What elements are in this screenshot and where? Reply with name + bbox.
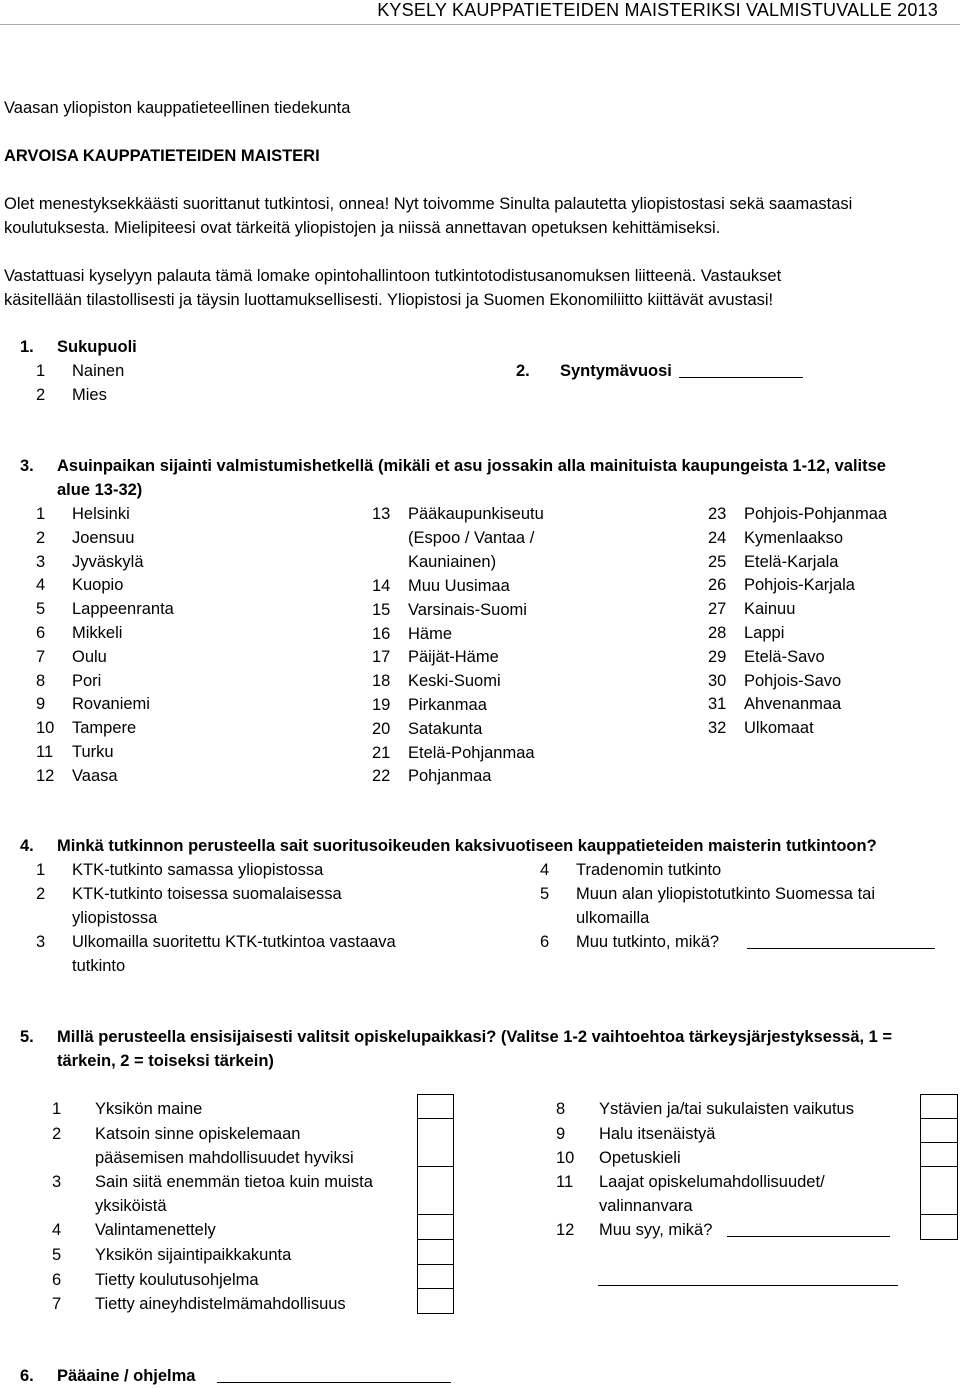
q3-option-label[interactable]: Turku xyxy=(72,743,114,761)
rank-box[interactable] xyxy=(920,1119,958,1143)
q6-number: 6. xyxy=(20,1367,34,1385)
q3-option-label[interactable]: Muu Uusimaa xyxy=(408,577,510,595)
q3-option-number: 32 xyxy=(708,719,727,738)
q3-option-label-cont: Kauniainen) xyxy=(408,553,497,571)
rank-box[interactable] xyxy=(417,1240,454,1265)
q3-option-number: 11 xyxy=(36,743,54,761)
q3-option-label[interactable]: Helsinki xyxy=(72,505,130,523)
q5-option-number: 6 xyxy=(52,1271,62,1289)
q3-option-number: 14 xyxy=(372,577,391,595)
q3-option-number: 16 xyxy=(372,624,391,643)
q4-option-number: 1 xyxy=(36,861,46,879)
q5-option-number: 10 xyxy=(556,1149,575,1167)
q3-option-number: 13 xyxy=(372,505,391,523)
q2-title: Syntymävuosi xyxy=(560,362,672,380)
q4-option-label[interactable]: Muun alan yliopistotutkinto Suomessa tai xyxy=(576,885,875,903)
q3-option-number: 18 xyxy=(372,672,391,691)
intro-paragraph-line: koulutuksesta. Mielipiteesi ovat tärkeitä yliopistojen ja niissä annettavan opetuksen kehittämiseksi. xyxy=(4,219,721,237)
rank-box[interactable] xyxy=(920,1143,958,1167)
q3-option-number: 9 xyxy=(36,695,46,714)
q5-option-label: Yksikön maine xyxy=(95,1100,203,1118)
q3-option-number: 15 xyxy=(372,600,391,619)
rank-box[interactable] xyxy=(920,1094,958,1119)
q5-option-number: 11 xyxy=(556,1173,574,1191)
q5-option-label: Tietty aineyhdistelmämahdollisuus xyxy=(95,1295,346,1313)
q3-option-label[interactable]: Etelä-Savo xyxy=(744,647,825,666)
q4-option-number: 4 xyxy=(540,861,550,879)
q3-option-number: 29 xyxy=(708,647,727,666)
rank-box[interactable] xyxy=(920,1215,958,1240)
q5-option-number: 8 xyxy=(556,1100,566,1118)
instructions-line: käsitellään tilastollisesti ja täysin luottamuksellisesti. Yliopistosi ja Suomen Ekonomiliitto kiittävät avustasi! xyxy=(4,291,774,309)
q4-option-label[interactable]: KTK-tutkinto toisessa suomalaisessa xyxy=(72,885,342,903)
q3-option-number: 2 xyxy=(36,528,46,547)
q4-option-number: 3 xyxy=(36,933,46,951)
intro-paragraph-line: Olet menestyksekkäästi suorittanut tutkintosi, onnea! Nyt toivomme Sinulta palautetta yliopistostasi sekä saamastasi xyxy=(4,195,853,213)
q4-option-number: 2 xyxy=(36,885,46,903)
q5-option-label: Halu itsenäistyä xyxy=(599,1125,716,1143)
q3-option-label[interactable]: Häme xyxy=(408,624,453,643)
q3-option-label[interactable]: Pirkanmaa xyxy=(408,696,487,714)
instructions-line: Vastattuasi kyselyyn palauta tämä lomake opintohallintoon tutkintotodistusanomuksen liitteenä. Vastaukset xyxy=(4,267,782,285)
q3-option-number: 28 xyxy=(708,624,727,642)
q3-option-number: 12 xyxy=(36,766,55,785)
q3-option-number: 31 xyxy=(708,695,727,714)
q1-option-label[interactable]: Nainen xyxy=(72,362,125,380)
q5-option-label: Laajat opiskelumahdollisuudet/ xyxy=(599,1173,825,1191)
q5-option-number: 2 xyxy=(52,1125,62,1143)
q4-option-label[interactable]: Muu tutkinto, mikä? xyxy=(576,933,720,951)
q3-option-number: 8 xyxy=(36,671,46,690)
q3-option-number: 22 xyxy=(372,767,391,786)
rank-box[interactable] xyxy=(417,1265,454,1289)
q4-option-label-cont: ulkomailla xyxy=(576,909,650,927)
q2-number: 2. xyxy=(516,362,530,380)
q5-option-number: 4 xyxy=(52,1221,62,1239)
q6-title: Pääaine / ohjelma xyxy=(57,1367,196,1385)
q3-option-label[interactable]: Varsinais-Suomi xyxy=(408,600,527,619)
q5-number: 5. xyxy=(20,1028,34,1046)
q3-option-label[interactable]: Joensuu xyxy=(72,528,135,547)
q5-left-rank-boxes xyxy=(417,1094,454,1314)
q3-option-label[interactable]: Tampere xyxy=(72,719,137,738)
q3-option-label[interactable]: Pääkaupunkiseutu xyxy=(408,505,544,523)
q3-option-label[interactable]: Pohjois-Savo xyxy=(744,671,842,690)
q4-option-label[interactable]: KTK-tutkinto samassa yliopistossa xyxy=(72,861,324,879)
faculty-name: Vaasan yliopiston kauppatieteellinen tiedekunta xyxy=(4,99,351,117)
other-degree-field[interactable] xyxy=(747,934,935,949)
q1-option-number: 2 xyxy=(36,386,46,404)
q5-option-number: 9 xyxy=(556,1125,566,1143)
q3-option-number: 3 xyxy=(36,552,46,571)
q3-option-label[interactable]: Lappeenranta xyxy=(72,600,174,619)
q4-option-label-cont: tutkinto xyxy=(72,957,126,975)
other-reason-field[interactable] xyxy=(727,1222,890,1237)
q1-option-number: 1 xyxy=(36,362,46,380)
salutation: ARVOISA KAUPPATIETEIDEN MAISTERI xyxy=(4,147,320,165)
q3-option-number: 21 xyxy=(372,743,391,762)
q4-number: 4. xyxy=(20,837,34,855)
rank-box[interactable] xyxy=(417,1094,454,1119)
q3-option-number: 20 xyxy=(372,719,391,738)
q5-option-label: Muu syy, mikä? xyxy=(599,1221,713,1239)
q3-option-label[interactable]: Etelä-Karjala xyxy=(744,552,839,571)
q3-option-number: 7 xyxy=(36,647,46,666)
rank-box[interactable] xyxy=(417,1215,454,1240)
q3-option-label[interactable]: Pori xyxy=(72,671,102,690)
q3-option-number: 30 xyxy=(708,671,727,690)
q5-option-label-cont: pääsemisen mahdollisuudet hyviksi xyxy=(95,1149,354,1167)
q3-option-label[interactable]: Ulkomaat xyxy=(744,719,814,738)
q3-option-number: 26 xyxy=(708,576,727,595)
q4-option-label[interactable]: Tradenomin tutkinto xyxy=(576,861,722,879)
q3-option-label[interactable]: Etelä-Pohjanmaa xyxy=(408,743,535,762)
major-field[interactable] xyxy=(217,1368,451,1383)
rank-box[interactable] xyxy=(417,1119,454,1167)
q5-option-label: Yksikön sijaintipaikkakunta xyxy=(95,1246,292,1264)
q3-option-number: 4 xyxy=(36,576,46,595)
q3-option-number: 23 xyxy=(708,505,727,523)
q5-option-label: Sain siitä enemmän tietoa kuin muista xyxy=(95,1173,373,1191)
q1-option-label[interactable]: Mies xyxy=(72,386,107,404)
q3-option-number: 25 xyxy=(708,552,727,571)
rank-box[interactable] xyxy=(417,1167,454,1215)
q5-option-number: 12 xyxy=(556,1221,575,1239)
q3-option-label[interactable]: Lappi xyxy=(744,624,785,642)
q1-title: Sukupuoli xyxy=(57,338,137,356)
q3-option-label[interactable]: Satakunta xyxy=(408,719,483,738)
q5-title-line: tärkein, 2 = toiseksi tärkein) xyxy=(57,1052,274,1070)
birth-year-field[interactable] xyxy=(679,363,803,378)
q3-option-label[interactable]: Pohjanmaa xyxy=(408,767,492,786)
q3-option-number: 17 xyxy=(372,648,391,667)
q3-option-label[interactable]: Päijät-Häme xyxy=(408,648,499,667)
q3-option-number: 19 xyxy=(372,696,391,714)
q1-number: 1. xyxy=(20,338,34,356)
q3-option-label[interactable]: Kainuu xyxy=(744,600,796,619)
q5-option-number: 1 xyxy=(52,1100,62,1118)
q3-option-label[interactable]: Kymenlaakso xyxy=(744,528,844,547)
q3-option-number: 27 xyxy=(708,600,727,619)
document-header-title: KYSELY KAUPPATIETEIDEN MAISTERIKSI VALMISTUVALLE 2013 xyxy=(377,0,938,20)
q3-option-label-cont: (Espoo / Vantaa / xyxy=(408,529,535,547)
q5-option-label: Valintamenettely xyxy=(95,1221,216,1239)
q3-option-number: 6 xyxy=(36,624,46,642)
q4-option-number: 5 xyxy=(540,885,550,903)
q3-option-number: 5 xyxy=(36,600,46,619)
q4-option-label-cont: yliopistossa xyxy=(72,909,158,927)
header-rule xyxy=(0,24,960,25)
q3-option-label[interactable]: Vaasa xyxy=(72,766,118,785)
q3-option-label[interactable]: Oulu xyxy=(72,647,107,666)
q3-option-label[interactable]: Jyväskylä xyxy=(72,552,144,571)
q5-option-label: Katsoin sinne opiskelemaan xyxy=(95,1125,301,1143)
q3-option-label[interactable]: Pohjois-Karjala xyxy=(744,576,855,595)
q3-option-number: 1 xyxy=(36,505,46,523)
q5-option-label: Tietty koulutusohjelma xyxy=(95,1271,259,1289)
q5-option-number: 7 xyxy=(52,1295,62,1313)
q5-option-number: 5 xyxy=(52,1246,62,1264)
q3-option-label[interactable]: Mikkeli xyxy=(72,624,123,642)
q5-option-number: 3 xyxy=(52,1173,62,1191)
q4-title: Minkä tutkinnon perusteella sait suoritusoikeuden kaksivuotiseen kauppatieteiden maisterin tutkintoon? xyxy=(57,837,877,855)
q3-title-line: Asuinpaikan sijainti valmistumishetkellä (mikäli et asu jossakin alla mainituista kaupungeista 1-12, valitse xyxy=(57,457,886,475)
q4-option-number: 6 xyxy=(540,933,550,951)
q3-option-label[interactable]: Rovaniemi xyxy=(72,695,150,714)
q3-option-label[interactable]: Ahvenanmaa xyxy=(744,695,842,714)
q5-option-label-cont: valinnanvara xyxy=(599,1197,693,1215)
q3-title-line: alue 13-32) xyxy=(57,481,143,499)
q3-option-number: 24 xyxy=(708,528,727,547)
rank-box[interactable] xyxy=(920,1167,958,1215)
q4-option-label[interactable]: Ulkomailla suoritettu KTK-tutkintoa vastaava xyxy=(72,933,396,951)
q3-option-label[interactable]: Kuopio xyxy=(72,576,124,595)
q5-option-label: Opetuskieli xyxy=(599,1149,681,1167)
other-reason-field-line2[interactable] xyxy=(598,1271,898,1286)
q3-option-label[interactable]: Keski-Suomi xyxy=(408,672,501,691)
q5-right-rank-boxes xyxy=(920,1094,958,1240)
q3-number: 3. xyxy=(20,457,34,475)
q5-option-label: Ystävien ja/tai sukulaisten vaikutus xyxy=(599,1100,854,1118)
q3-option-label[interactable]: Pohjois-Pohjanmaa xyxy=(744,505,888,523)
q5-title-line: Millä perusteella ensisijaisesti valitsit opiskelupaikkasi? (Valitse 1-2 vaihtoehtoa tärkeysjärjestyksessä, 1 = xyxy=(57,1028,893,1046)
rank-box[interactable] xyxy=(417,1289,454,1314)
q3-option-number: 10 xyxy=(36,719,55,738)
q5-option-label-cont: yksiköistä xyxy=(95,1197,167,1215)
